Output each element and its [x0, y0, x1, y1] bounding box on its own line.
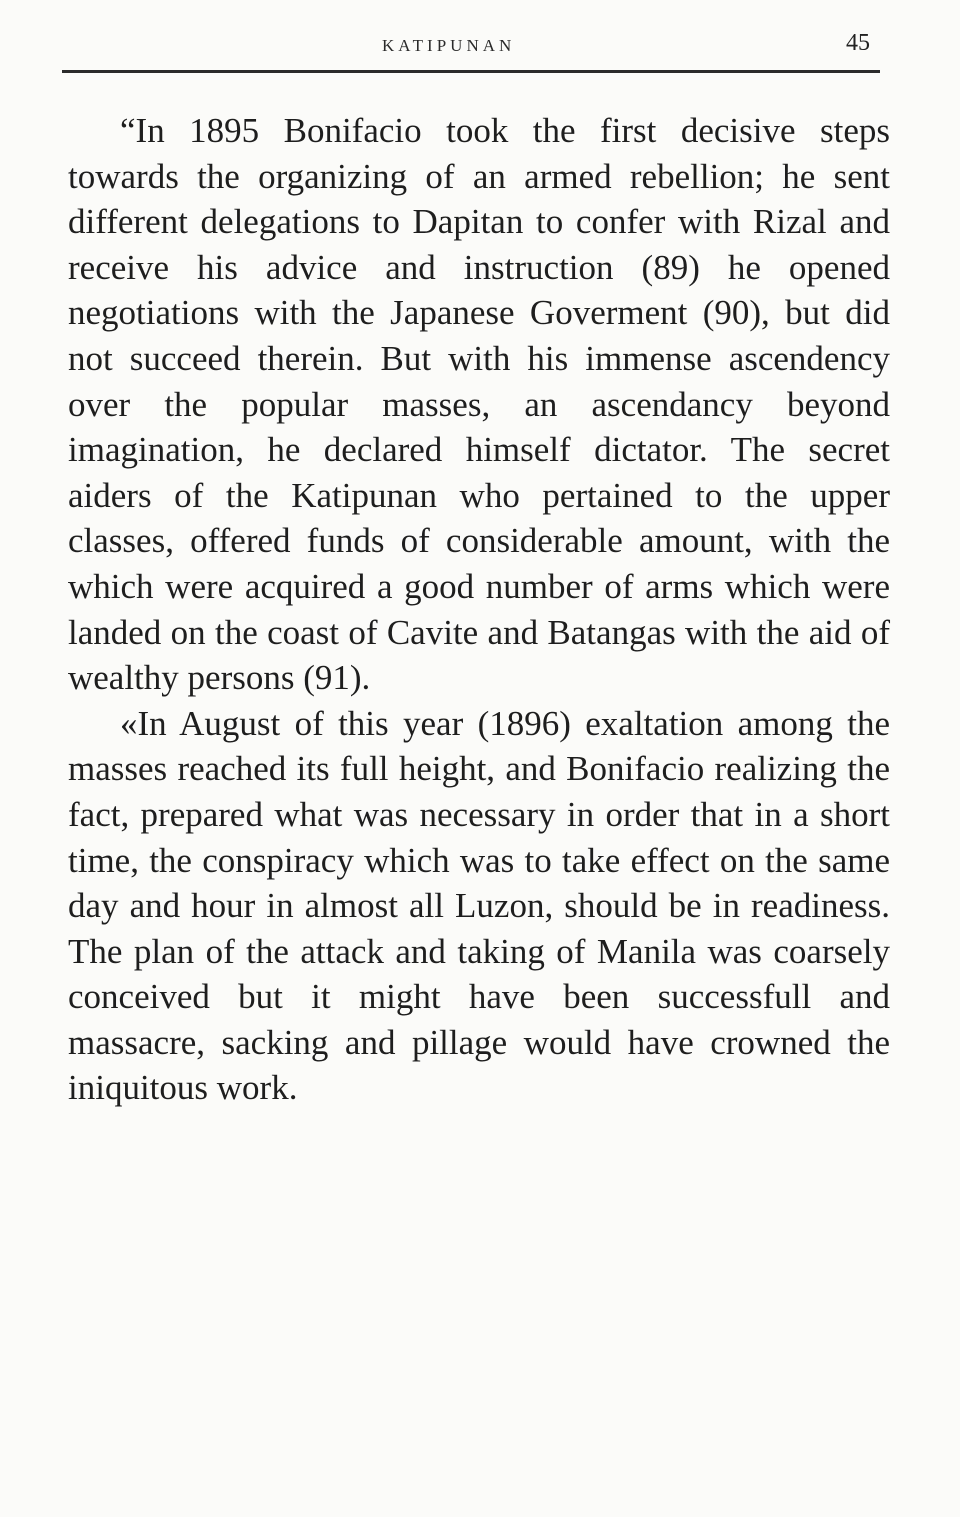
- body-text: [68, 108, 890, 1111]
- paragraph-2: «In August of this year (1896) exaltation among the masses reached its full height, and Bonifacio realizing the fact, prepared what was necessary in order that in a short time, the conspiracy which was to take effect on the same day and hour in almost all Luzon, should be in readiness. The plan of the attack and taking of Manila was coarsely conceived but it might have been successfull and massacre, sacking and pillage would have crowned the iniquitous work.: [68, 703, 890, 1108]
- running-head: [62, 30, 880, 70]
- page-number: 45: [846, 30, 870, 56]
- paragraph-1: “In 1895 Bonifacio took the first decisive steps towards the organizing of an armed rebellion; he sent different delegations to Dapitan to confer with Rizal and receive his advice and instruction (89) he opened negotiations with the Japanese Goverment (90), but did not succeed therein. But with his immense ascendency over the popular masses, an ascendancy beyond imagination, he declared himself dictator. The secret aiders of the Katipunan who pertained to the upper classes, offered funds of considerable amount, with the which were acquired a good number of arms which were landed on the coast of Cavite and Batangas with the aid of wealthy persons (91).: [68, 111, 890, 698]
- running-title: KATIPUNAN: [382, 36, 516, 55]
- header-rule: [62, 70, 880, 73]
